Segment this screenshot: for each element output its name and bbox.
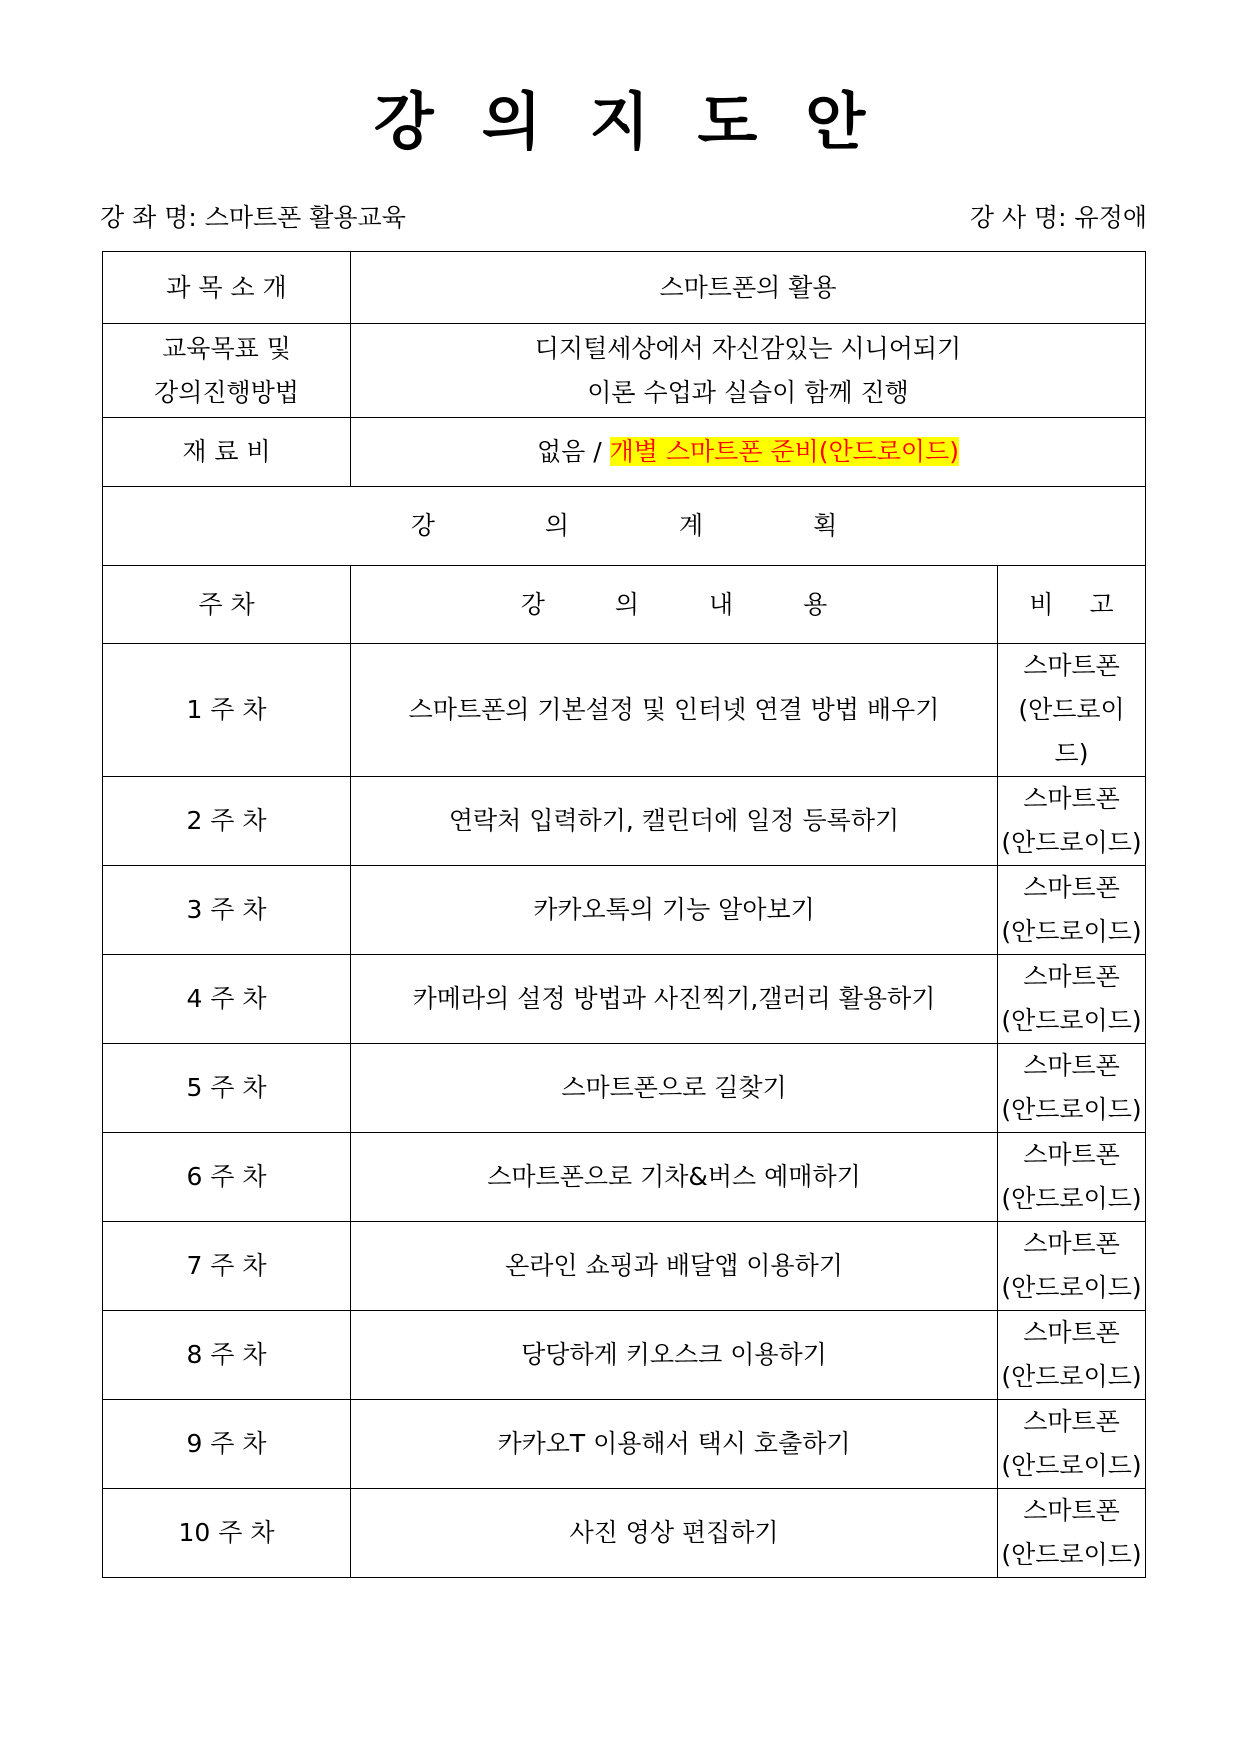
- intro-label: 과 목 소 개: [103, 252, 351, 324]
- material-value-highlight: 개별 스마트폰 준비(안드로이드): [609, 437, 959, 466]
- week-cell: 4 주 차: [103, 955, 351, 1044]
- note-line: (안드로이: [1018, 695, 1125, 724]
- note-cell: [998, 1044, 1146, 1133]
- content-header-char: 내: [709, 589, 734, 619]
- note-line: 스마트폰: [1023, 1051, 1120, 1080]
- note-line: (안드로이드): [1001, 1540, 1142, 1569]
- plan-title-row: [103, 487, 1146, 566]
- table-row: [103, 1044, 1146, 1133]
- note-line: (안드로이드): [1001, 1006, 1142, 1035]
- note-line: (안드로이드): [1001, 828, 1142, 857]
- table-row: [103, 1222, 1146, 1311]
- note-cell: [998, 1311, 1146, 1400]
- content-header-char: 강: [520, 589, 545, 619]
- material-row: [103, 418, 1146, 487]
- plan-title-char: 의: [544, 511, 569, 540]
- note-cell: [998, 1133, 1146, 1222]
- content-cell: 카카오T 이용해서 택시 호출하기: [351, 1400, 998, 1489]
- plan-title: [103, 487, 1146, 566]
- content-cell: 스마트폰으로 기차&버스 예매하기: [351, 1133, 998, 1222]
- plan-title-char: 획: [813, 511, 838, 540]
- lecture-plan-table: [102, 251, 1146, 1578]
- note-line: 스마트폰: [1023, 873, 1120, 902]
- week-cell: 5 주 차: [103, 1044, 351, 1133]
- content-cell: 온라인 쇼핑과 배달앱 이용하기: [351, 1222, 998, 1311]
- note-line: 스마트폰: [1023, 1496, 1120, 1525]
- goal-value: [351, 324, 1146, 418]
- note-cell: [998, 866, 1146, 955]
- course-name: 강 좌 명: 스마트폰 활용교육: [100, 203, 406, 232]
- week-cell: 8 주 차: [103, 1311, 351, 1400]
- note-cell: [998, 1400, 1146, 1489]
- content-cell: 스마트폰으로 길찾기: [351, 1044, 998, 1133]
- table-row: [103, 1400, 1146, 1489]
- goal-value-line2: 이론 수업과 실습이 함께 진행: [587, 377, 909, 407]
- note-line: (안드로이드): [1001, 1362, 1142, 1391]
- note-header-char: 비: [1029, 589, 1054, 619]
- note-line: (안드로이드): [1001, 1273, 1142, 1302]
- page-title: 강의지도안: [373, 85, 914, 158]
- week-cell: 2 주 차: [103, 777, 351, 866]
- note-header-char: 고: [1089, 589, 1114, 619]
- material-value-plain: 없음 /: [537, 437, 610, 466]
- content-cell: 카메라의 설정 방법과 사진찍기,갤러리 활용하기: [351, 955, 998, 1044]
- week-cell: 6 주 차: [103, 1133, 351, 1222]
- note-cell: [998, 1222, 1146, 1311]
- plan-title-char: 계: [679, 511, 704, 540]
- note-line: 스마트폰: [1023, 1318, 1120, 1347]
- content-cell: 사진 영상 편집하기: [351, 1489, 998, 1578]
- content-header-char: 용: [803, 589, 828, 619]
- note-line: (안드로이드): [1001, 1184, 1142, 1213]
- note-line: (안드로이드): [1001, 917, 1142, 946]
- week-column-header: 주 차: [103, 566, 351, 644]
- table-row: [103, 866, 1146, 955]
- note-cell: [998, 777, 1146, 866]
- material-value: [351, 418, 1146, 487]
- content-cell: 당당하게 키오스크 이용하기: [351, 1311, 998, 1400]
- note-line: 스마트폰: [1023, 1140, 1120, 1169]
- note-column-header: [998, 566, 1146, 644]
- note-line: 스마트폰: [1023, 784, 1120, 813]
- week-cell: 7 주 차: [103, 1222, 351, 1311]
- note-cell: [998, 955, 1146, 1044]
- note-cell: [998, 644, 1146, 777]
- note-line: 스마트폰: [1023, 1407, 1120, 1436]
- note-line: (안드로이드): [1001, 1095, 1142, 1124]
- content-header-char: 의: [614, 589, 639, 619]
- note-line: 드): [1054, 739, 1089, 768]
- content-cell: 카카오톡의 기능 알아보기: [351, 866, 998, 955]
- instructor-name: 강 사 명: 유정애: [969, 203, 1147, 232]
- note-cell: [998, 1489, 1146, 1578]
- note-line: 스마트폰: [1023, 651, 1120, 680]
- content-column-header: [351, 566, 998, 644]
- goal-value-line1: 디지털세상에서 자신감있는 시니어되기: [534, 333, 962, 363]
- goal-label-line1: 교육목표 및: [162, 333, 291, 363]
- note-line: 스마트폰: [1023, 962, 1120, 991]
- note-line: (안드로이드): [1001, 1451, 1142, 1480]
- content-cell: 연락처 입력하기, 캘린더에 일정 등록하기: [351, 777, 998, 866]
- goal-row: [103, 324, 1146, 418]
- goal-label-line2: 강의진행방법: [154, 377, 299, 407]
- table-row: [103, 1311, 1146, 1400]
- table-row: [103, 644, 1146, 777]
- note-line: 스마트폰: [1023, 1229, 1120, 1258]
- goal-label: [103, 324, 351, 418]
- content-cell: 스마트폰의 기본설정 및 인터넷 연결 방법 배우기: [351, 644, 998, 777]
- table-row: [103, 955, 1146, 1044]
- material-label: 재 료 비: [103, 418, 351, 487]
- table-row: [103, 777, 1146, 866]
- week-cell: 9 주 차: [103, 1400, 351, 1489]
- intro-value: 스마트폰의 활용: [351, 252, 1146, 324]
- column-header-row: [103, 566, 1146, 644]
- plan-title-char: 강: [410, 511, 435, 540]
- week-cell: 1 주 차: [103, 644, 351, 777]
- table-row: [103, 1133, 1146, 1222]
- week-cell: 10 주 차: [103, 1489, 351, 1578]
- intro-row: [103, 252, 1146, 324]
- table-row: [103, 1489, 1146, 1578]
- week-cell: 3 주 차: [103, 866, 351, 955]
